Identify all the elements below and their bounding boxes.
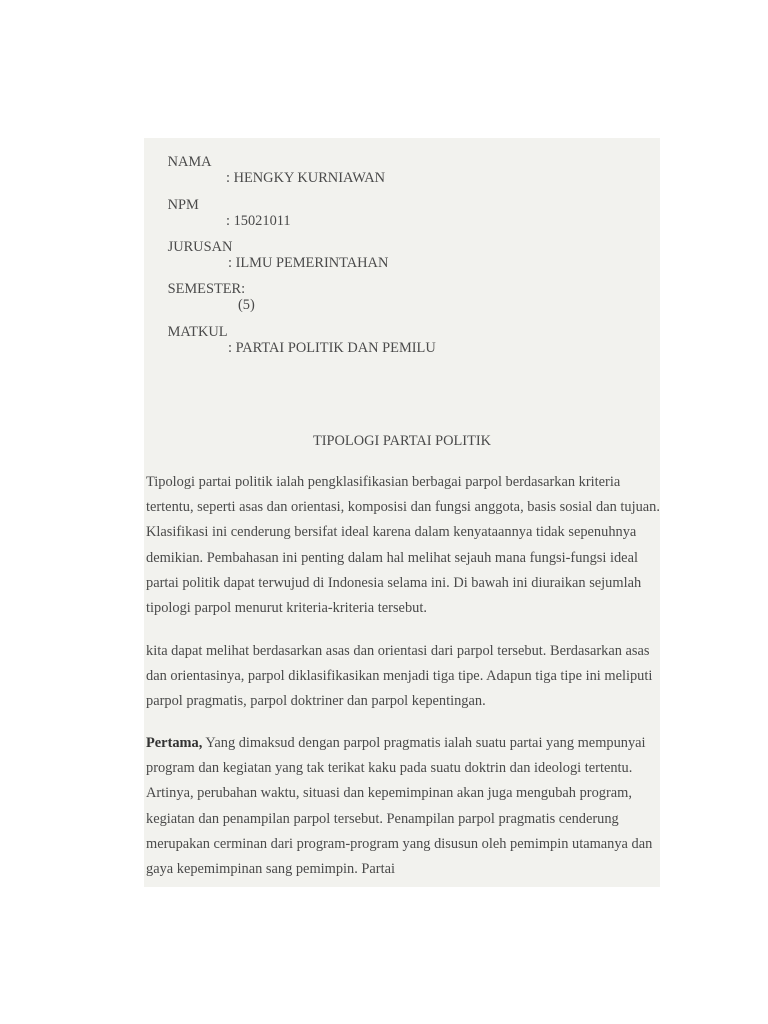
field-label: NPM bbox=[167, 197, 199, 213]
field-label: SEMESTER: bbox=[167, 281, 246, 297]
paragraph-asas: kita dapat melihat berdasarkan asas dan orientasi dari parpol tersebut. Berdasarkan asas dan orientasinya, parpol diklasifikasikan menjadi tiga tipe. Adapun tiga tipe ini meliputi parpol pragmatis, parpol doktriner dan parpol kepentingan. bbox=[146, 643, 653, 710]
field-matkul bbox=[146, 308, 436, 356]
document-title: TIPOLOGI PARTAI POLITIK bbox=[312, 433, 492, 449]
document-content bbox=[144, 138, 660, 887]
field-nama bbox=[146, 138, 385, 186]
field-label: NAMA bbox=[167, 154, 212, 170]
field-npm bbox=[146, 181, 291, 229]
field-value: (5) bbox=[238, 297, 255, 313]
paragraph-pertama bbox=[146, 731, 660, 882]
field-jurusan bbox=[146, 223, 389, 271]
field-label: MATKUL bbox=[167, 324, 228, 340]
field-value: : HENGKY KURNIAWAN bbox=[226, 170, 385, 186]
field-value: : 15021011 bbox=[226, 213, 291, 229]
paragraph-body: Yang dimaksud dengan parpol pragmatis ialah suatu partai yang mempunyai program dan kegiatan yang tak terikat kaku pada suatu doktrin dan ideologi tertentu. Artinya, perubahan waktu, situasi dan kepemimpinan akan juga mengubah program, kegiatan dan penampilan parpol tersebut. Penampilan parpol pragmatis cenderung merupakan cerminan dari program-program yang disusun oleh pemimpin utamanya dan gaya kepemimpinan sang pemimpin. Partai bbox=[146, 735, 653, 878]
field-semester bbox=[146, 265, 255, 313]
field-label: JURUSAN bbox=[167, 239, 233, 255]
field-value: : ILMU PEMERINTAHAN bbox=[228, 255, 389, 271]
paragraph-lead: Pertama, bbox=[146, 735, 203, 751]
paragraph-intro: Tipologi partai politik ialah pengklasifikasian berbagai parpol berdasarkan kriteria tertentu, seperti asas dan orientasi, komposisi dan fungsi anggota, basis sosial dan tujuan. Klasifikasi ini cenderung bersifat ideal karena dalam kenyataannya tidak sepenuhnya demikian. Pembahasan ini penting dalam hal melihat sejauh mana fungsi-fungsi ideal partai politik dapat terwujud di Indonesia selama ini. Di bawah ini diuraikan sejumlah tipologi parpol menurut kriteria-kriteria tersebut. bbox=[146, 474, 660, 617]
field-value: : PARTAI POLITIK DAN PEMILU bbox=[228, 340, 436, 356]
